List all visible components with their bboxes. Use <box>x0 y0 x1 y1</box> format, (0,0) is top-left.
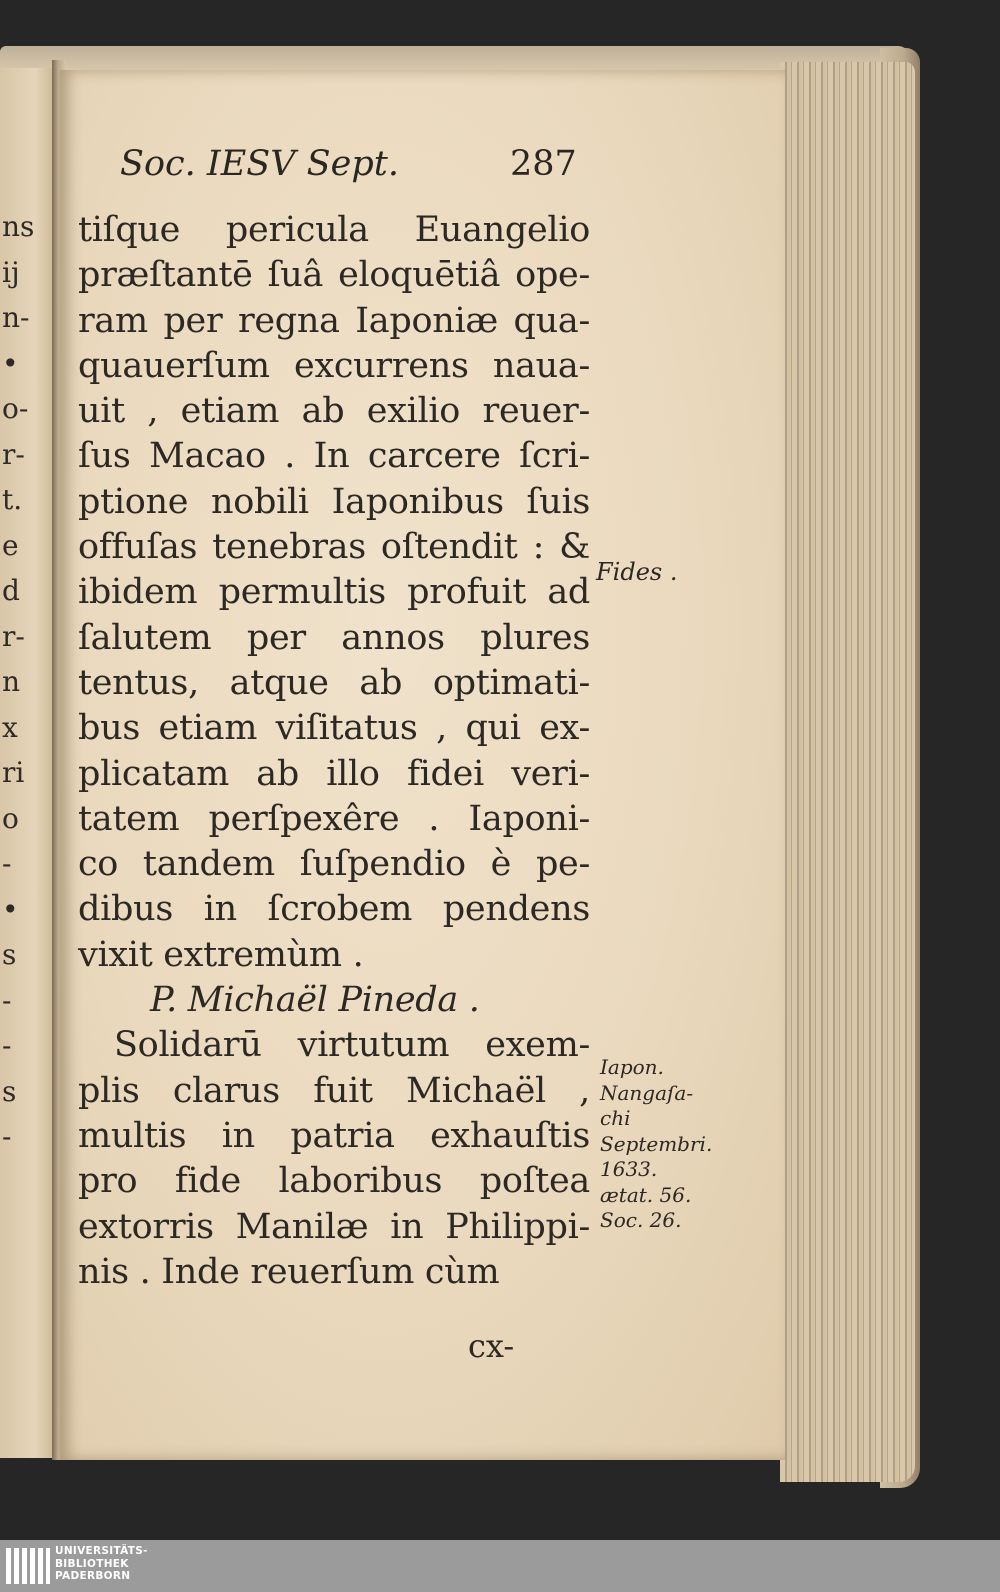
margin-note-line: 1633. <box>600 1157 658 1181</box>
text-line: uit , etiam ab exilio reuer- <box>78 391 590 432</box>
left-page-fragment: o- <box>2 392 29 425</box>
text-line: dibus in ſcrobem pendens <box>78 889 590 930</box>
text-line: ſalutem per annos plures <box>78 617 590 658</box>
left-page-fragment: n <box>2 665 21 698</box>
text-line: ptione nobili Iaponibus ſuis <box>78 481 590 522</box>
text-line: ram per regna Iaponiæ qua- <box>78 300 590 341</box>
margin-note-line: Nangaſa- <box>600 1080 694 1105</box>
left-page-fragment: s <box>2 1074 17 1108</box>
margin-note-line: ætat. 56. <box>600 1182 692 1207</box>
logo-text-line: BIBLIOTHEK <box>55 1557 129 1570</box>
left-page-fragment: t. <box>2 483 23 516</box>
left-page-fragment: s <box>2 938 17 971</box>
left-page-fragment: • <box>2 892 19 926</box>
left-page-fragment: n- <box>2 301 30 334</box>
page-number: 287 <box>510 144 577 184</box>
text-line: bus etiam viſitatus , qui ex- <box>78 708 590 749</box>
left-page-fragment: e <box>2 528 19 562</box>
margin-note-line: chi <box>600 1106 631 1130</box>
section-heading: P. Michaël Pineda . <box>150 980 480 1021</box>
margin-note-line: Septembri. <box>600 1131 713 1156</box>
margin-note-line: Iapon. <box>600 1055 664 1079</box>
margin-note-pineda <box>600 1055 712 1234</box>
library-logo-text <box>55 1545 148 1583</box>
text-line: plicatam ab illo fidei veri- <box>78 753 590 794</box>
text-line: plis clarus fuit Michaël , <box>78 1070 590 1111</box>
library-logo-icon <box>4 1544 52 1588</box>
book-page <box>60 70 785 1460</box>
footer-bar <box>0 1540 1000 1592</box>
text-line: vixit extremùm . <box>78 934 364 975</box>
previous-page-sliver <box>0 68 58 1458</box>
text-line: offuſas tenebras oſtendit : & <box>78 527 590 568</box>
text-line: nis . Inde reuerſum cùm <box>78 1251 500 1292</box>
left-page-fragment: - <box>2 1029 12 1062</box>
text-line: Solidarū virtutum exem- <box>114 1025 590 1066</box>
left-page-fragment: r- <box>2 437 25 471</box>
logo-text-line: UNIVERSITÄTS- <box>55 1545 148 1557</box>
text-line: extorris Manilæ in Philippi- <box>78 1206 590 1247</box>
left-page-fragment: x <box>2 710 18 744</box>
left-page-fragment: • <box>2 346 19 380</box>
left-page-fragment: r- <box>2 619 25 653</box>
left-page-fragment: ij <box>2 255 20 289</box>
catchword: cx- <box>468 1327 515 1365</box>
left-page-fragment: - <box>2 1120 12 1153</box>
left-page-fragment: ri <box>2 756 25 789</box>
text-line: quauerſum excurrens naua- <box>78 345 590 386</box>
logo-text-line: PADERBORN <box>55 1570 131 1582</box>
margin-note-fides: Fides . <box>596 558 678 586</box>
left-page-fragment: - <box>2 847 12 880</box>
page-stack <box>780 62 915 1482</box>
text-line: tiſque pericula Euangelio <box>78 210 590 250</box>
left-page-fragment: ns <box>2 210 35 243</box>
text-line: co tandem ſuſpendio è pe- <box>78 844 590 885</box>
left-page-fragment: o <box>2 801 19 835</box>
left-page-fragment: d <box>2 574 20 607</box>
text-line: multis in patria exhauſtis <box>78 1115 590 1156</box>
left-page-fragment: - <box>2 983 12 1017</box>
running-head: Soc. IESV Sept. <box>120 144 399 184</box>
text-line: ibidem permultis profuit ad <box>78 572 590 613</box>
body-text <box>78 208 590 1295</box>
text-line: ſus Macao . In carcere ſcri- <box>78 436 590 477</box>
text-line: pro fide laboribus poſtea <box>78 1161 590 1202</box>
text-line: tatem perſpexêre . Iaponi- <box>78 798 590 839</box>
text-line: præſtantē ſuâ eloquētiâ ope- <box>78 255 590 296</box>
margin-note-line: Soc. 26. <box>600 1208 682 1232</box>
binding-top-edge <box>0 46 910 72</box>
text-line: tentus, atque ab optimati- <box>78 662 590 703</box>
